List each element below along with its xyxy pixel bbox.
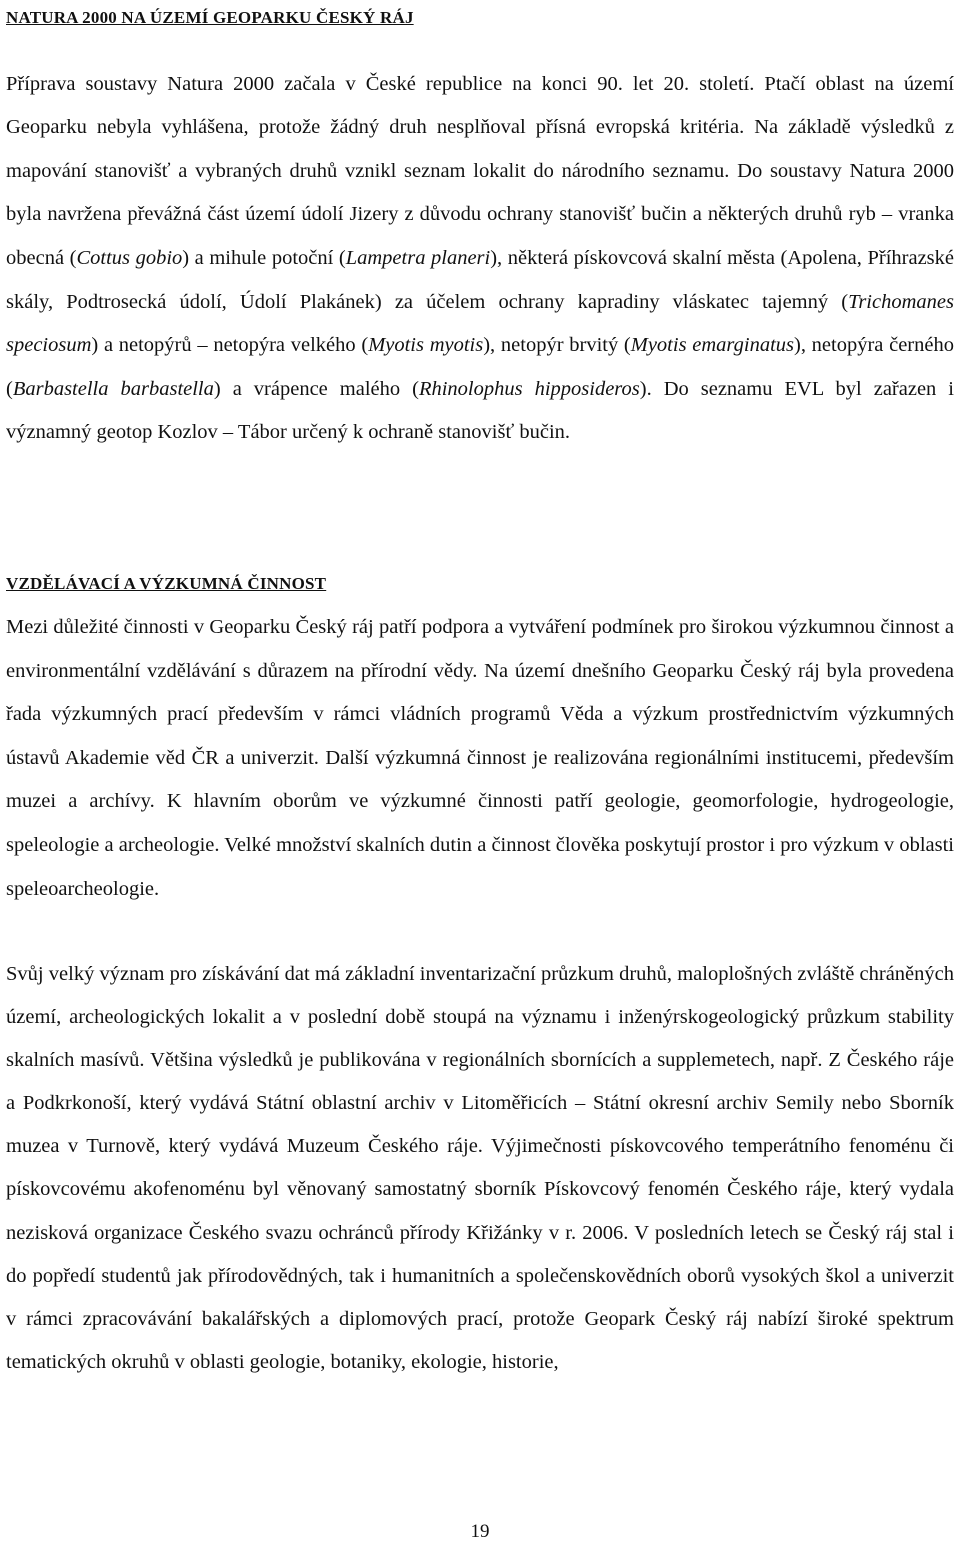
page-number: 19 (470, 1521, 490, 1542)
paragraph-education-2: Svůj velký význam pro získávání dat má základní inventarizační průzkum druhů, maloplošných zvláště chráněných území, archeologických lokalit a v poslední době stoupá na významu i inženýrskogeologický průzkum stability skalních masívů. Většina výsledků je publikována v regionálních sbornících a supplemetech, např. Z Českého ráje a Podkrkonoší, který vydává Státní oblastní archiv v Litoměřicích – Státní okresní archiv Semily nebo Sborník muzea v Turnově, který vydává Muzeum Českého ráje. Výjimečnosti pískovcového temperátního fenoménu či pískovcovému akofenoménu byl věnovaný samostatný sborník Pískovcový fenomén Českého ráje, který vydala nezisková organizace Českého svazu ochránců přírody Křižánky v r. 2006. V posledních letech se Český ráj stal i do popředí studentů jak přírodovědných, tak i humanitních a společenskovědních oborů vysokých škol a univerzit v rámci zpracovávání bakalářských a diplomových prací, protože Geopark Český ráj nabízí široké spektrum tematických okruhů v oblasti geologie, botaniky, ekologie, historie, (6, 963, 954, 1373)
para-segment: ) a mihule potoční ( (182, 246, 346, 269)
para-segment: ) a netopýrů – netopýra velkého ( (91, 334, 369, 357)
species-name: Trichomanes speciosum (6, 290, 954, 357)
section-heading-education: VZDĚLÁVACÍ A VÝZKUMNÁ ČINNOST (6, 574, 327, 593)
para-segment: ). Do seznamu EVL byl zařazen i významný geotop Kozlov – Tábor určený k ochraně stanovišť bučin. (6, 377, 954, 444)
species-name: Lampetra planeri (345, 246, 491, 269)
species-name: Myotis myotis (368, 334, 484, 357)
para-segment: ) a vrápence malého ( (213, 377, 419, 400)
para-segment: Příprava soustavy Natura 2000 začala v České republice na konci 90. let 20. století. Ptačí oblast na území Geoparku nebyla vyhlášena, protože žádný druh nesplňoval přísná evropská kritéria. Na základě výsledků z mapování stanovišť a vybraných druhů vznikl seznam lokalit do národního seznamu. Do soustavy Natura 2000 byla navržena převážná část území údolí Jizery z důvodu ochrany stanovišť bučin a některých druhů ryb – vranka obecná ( (6, 72, 954, 269)
para-segment: ), některá pískovcová skalní města (Apolena, Příhrazské skály, Podtrosecká údolí, Údolí Plakánek) za účelem ochrany kapradiny vláskatec tajemný ( (6, 246, 954, 313)
paragraph-education-1: Mezi důležité činnosti v Geoparku Český ráj patří podpora a vytváření podmínek pro širokou výzkumnou činnost a environmentální vzdělávání s důrazem na přírodní vědy. Na území dnešního Geoparku Český ráj byla provedena řada výzkumných prací především v rámci vládních programů Věda a výzkum prostřednictvím výzkumných ústavů Akademie věd ČR a univerzit. Další výzkumná činnost je realizována regionálními institucemi, především muzei a archívy. K hlavním oborům ve výzkumné činnosti patří geologie, geomorfologie, hydrogeologie, speleologie a archeologie. Velké množství skalních dutin a činnost člověka poskytují prostor i pro výzkum v oblasti speleoarcheologie. (6, 616, 954, 900)
species-name: Rhinolophus hipposideros (418, 377, 640, 400)
section-heading-natura: NATURA 2000 NA ÚZEMÍ GEOPARKU ČESKÝ RÁJ (6, 8, 414, 27)
para-segment: ), netopýra černého ( (6, 334, 954, 400)
species-name: Cottus gobio (76, 246, 183, 269)
species-name: Barbastella barbastella (12, 377, 214, 400)
para-segment: ), netopýr brvitý ( (483, 334, 631, 357)
paragraph-natura (6, 19, 954, 455)
species-name: Myotis emarginatus (630, 334, 794, 357)
